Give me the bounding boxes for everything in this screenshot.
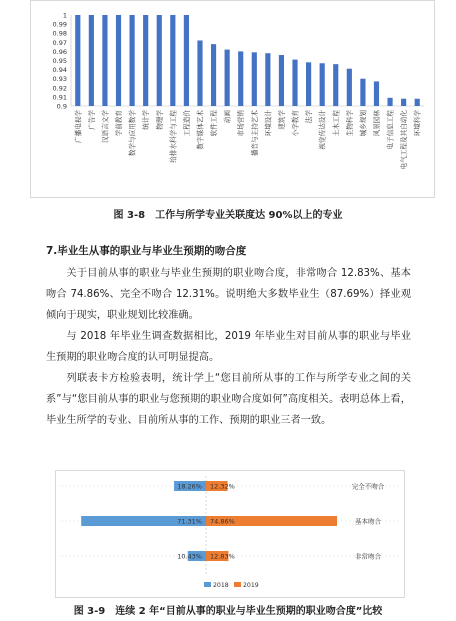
y-tick-label-9: 0.99 — [52, 20, 67, 29]
y-tick-label-6: 0.96 — [52, 47, 67, 56]
figure-3-9-chart — [55, 470, 405, 598]
bar-1 — [89, 15, 94, 106]
legend-label-2019: 2019 — [243, 582, 259, 589]
bar-10 — [211, 44, 216, 106]
x-tick-group-0 — [73, 110, 82, 143]
x-tick-group-21 — [358, 110, 367, 137]
x-tick-label-20: 生物科学 — [345, 110, 354, 137]
x-tick-group-23 — [386, 110, 395, 150]
x-tick-group-5 — [141, 110, 150, 130]
x-tick-label-6: 物理学 — [155, 110, 164, 130]
paragraph-2: 与 2018 年毕业生调查数据相比，2019 年毕业生对目前从事的职业与毕业生预期的职业吻合度的认可明显提高。 — [46, 331, 411, 363]
x-tick-group-18 — [318, 110, 327, 150]
legend-label-2018: 2018 — [213, 582, 229, 589]
x-tick-group-14 — [263, 110, 272, 137]
y-tick-label-8: 0.98 — [52, 29, 67, 38]
y-tick-label-2: 0.92 — [52, 84, 67, 93]
x-tick-group-13 — [250, 110, 259, 157]
section-title: 7.毕业生从事的职业与毕业生预期的吻合度 — [46, 245, 247, 257]
x-tick-group-16 — [291, 110, 300, 137]
category-label-2: 非常吻合 — [355, 552, 381, 561]
x-tick-label-4: 数学与应用数学 — [128, 110, 137, 157]
bar-2 — [102, 15, 107, 106]
x-tick-group-7 — [168, 110, 177, 163]
bar-20 — [347, 69, 352, 106]
x-tick-group-1 — [87, 110, 96, 130]
x-tick-label-15: 建筑学 — [277, 110, 286, 130]
x-tick-group-8 — [182, 110, 191, 137]
legend-swatch-2018 — [204, 582, 211, 587]
bar-7 — [170, 15, 175, 106]
x-tick-label-10: 软件工程 — [210, 110, 219, 137]
y-tick-label-1: 0.91 — [52, 93, 67, 102]
x-tick-label-3: 学前教育 — [115, 110, 124, 137]
paragraph-3: 列联表卡方检验表明，统计学上“您目前所从事的工作与所学专业之间的关系”与“您目前从事的职业与您预期的职业吻合度如何”高度相关。表明总体上看，毕业生所学的专业、目前所从事的工作、预期的职业三者一致。 — [46, 373, 411, 426]
x-tick-label-5: 统计学 — [142, 110, 151, 130]
x-tick-group-17 — [304, 110, 313, 124]
x-tick-label-19: 土木工程 — [332, 110, 341, 137]
bar-16 — [292, 60, 297, 106]
category-label-0: 完全不吻合 — [351, 482, 385, 491]
data-label-2019-2: 12.83% — [210, 552, 235, 561]
figure-3-8-chart — [30, 0, 435, 198]
legend-swatch-2019 — [234, 582, 241, 587]
x-tick-label-7: 给排水科学与工程 — [169, 110, 178, 163]
bar-19 — [333, 64, 338, 106]
x-tick-group-19 — [331, 110, 340, 137]
x-tick-label-11: 动画 — [223, 110, 232, 124]
data-label-2018-1: 71.31% — [177, 517, 202, 526]
bar-4 — [130, 15, 135, 106]
x-tick-group-2 — [100, 110, 109, 143]
bar-13 — [252, 52, 257, 106]
x-tick-label-1: 广告学 — [87, 110, 96, 130]
data-label-2018-2: 10.43% — [177, 552, 202, 561]
x-tick-label-18: 视觉传达设计 — [318, 110, 327, 150]
bar-24 — [401, 99, 406, 106]
bar-11 — [225, 50, 230, 106]
bar-12 — [238, 51, 243, 106]
x-tick-group-24 — [399, 110, 408, 170]
x-tick-group-22 — [372, 110, 381, 137]
x-tick-label-9: 数字媒体艺术 — [196, 110, 205, 150]
bar-6 — [157, 15, 162, 106]
x-tick-group-20 — [345, 110, 354, 137]
x-tick-group-10 — [209, 110, 218, 137]
bar-9 — [197, 40, 202, 106]
x-tick-group-9 — [195, 110, 204, 150]
figure-3-9-caption: 图 3-9 连续 2 年“目前从事的职业与毕业生预期的职业吻合度”比较 — [73, 606, 383, 617]
x-tick-label-16: 小学教育 — [291, 110, 300, 137]
x-tick-label-8: 工程造价 — [182, 110, 191, 137]
x-tick-group-3 — [114, 110, 123, 137]
data-label-2019-0: 12.32% — [210, 482, 235, 491]
figure-3-8-caption: 图 3-8 工作与所学专业关联度达 90%以上的专业 — [113, 210, 343, 221]
x-tick-label-23: 电子信息工程 — [386, 110, 395, 150]
match-comparison-chart — [56, 471, 404, 597]
x-tick-group-25 — [413, 110, 422, 137]
y-tick-label-4: 0.94 — [52, 66, 67, 75]
x-tick-group-11 — [223, 110, 232, 124]
category-label-1: 基本吻合 — [355, 517, 381, 526]
y-tick-label-0: 0.9 — [56, 102, 67, 111]
correlation-bar-chart — [31, 1, 434, 197]
data-label-2018-0: 18.26% — [177, 482, 202, 491]
x-tick-label-24: 电气工程及其自动化 — [400, 110, 409, 170]
x-tick-label-0: 广播电视学 — [74, 110, 83, 143]
bar-21 — [360, 79, 365, 106]
bar-0 — [75, 15, 80, 106]
data-label-2019-1: 74.86% — [210, 517, 235, 526]
bar-14 — [265, 53, 270, 106]
bar-22 — [374, 81, 379, 106]
x-tick-label-17: 法学 — [305, 110, 314, 124]
y-tick-label-3: 0.93 — [52, 75, 67, 84]
bar-5 — [143, 15, 148, 106]
x-tick-label-13: 播音与主持艺术 — [250, 110, 259, 157]
bar-3 — [116, 15, 121, 106]
x-tick-label-14: 环境设计 — [264, 110, 273, 137]
x-tick-label-22: 风景园林 — [372, 110, 381, 137]
x-tick-label-25: 环境科学 — [413, 110, 422, 137]
x-tick-label-21: 城乡规划 — [359, 110, 368, 137]
x-tick-group-4 — [128, 110, 137, 157]
bar-23 — [387, 98, 392, 106]
x-tick-group-12 — [236, 110, 245, 137]
y-tick-label-7: 0.97 — [52, 38, 67, 47]
x-tick-group-6 — [155, 110, 164, 130]
bar-15 — [279, 55, 284, 106]
y-tick-label-5: 0.95 — [52, 57, 67, 65]
paragraph-1: 关于目前从事的职业与毕业生预期的职业吻合度，非常吻合 12.83%、基本吻合 74.86%、完全不吻合 12.31%。说明绝大多数毕业生（87.69%）择业观倾向于现实，职业规划比较准确。 — [46, 268, 411, 321]
bar-8 — [184, 15, 189, 106]
x-tick-label-12: 市场营销 — [237, 110, 246, 137]
bar-17 — [306, 62, 311, 106]
bar-18 — [320, 63, 325, 106]
bar-25 — [415, 99, 420, 106]
y-tick-label-10: 1 — [62, 11, 67, 20]
x-tick-group-15 — [277, 110, 286, 130]
x-tick-label-2: 汉语言文学 — [101, 110, 110, 143]
